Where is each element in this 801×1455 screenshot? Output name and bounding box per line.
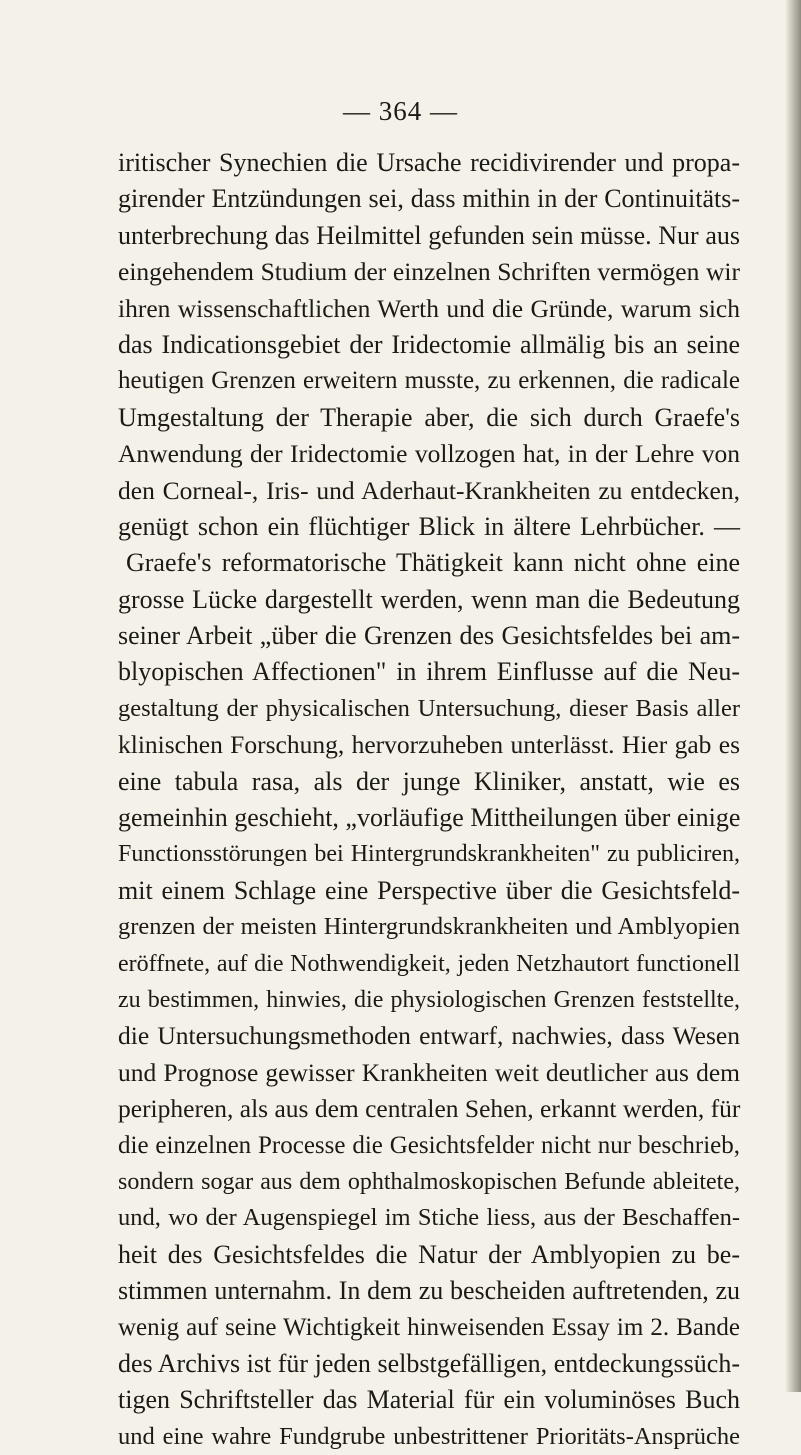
text-line: grosse Lücke dargestellt werden, wenn man die Bedeutung [118, 584, 740, 614]
text-line: wenig auf seine Wichtigkeit hinweisenden Essay im 2. Bande [118, 1313, 740, 1341]
text-line: zu bestimmen, hinwies, die physiologischen Grenzen feststellte, [118, 986, 740, 1013]
page-number-header: — 364 — [343, 96, 458, 126]
text-line: heutigen Grenzen erweitern musste, zu erkennen, die radicale [118, 367, 740, 395]
text-line: eine tabula rasa, als der junge Kliniker, anstatt, wie es [118, 766, 740, 796]
text-line: Umgestaltung der Therapie aber, die sich durch Graefe's [118, 402, 740, 432]
text-line: stimmen unternahm. In dem zu bescheiden auftretenden, zu [118, 1276, 740, 1306]
text-line: Graefe's reformatorische Thätigkeit kann nicht ohne eine [126, 548, 740, 578]
text-line: tigen Schriftsteller das Material für ein voluminöses Buch [118, 1385, 740, 1415]
text-line: die einzelnen Processe die Gesichtsfelder nicht nur beschrieb, [118, 1131, 740, 1159]
text-line: und eine wahre Fundgrube unbestrittener Prioritäts-Ansprüche [118, 1422, 740, 1450]
text-line: eingehendem Studium der einzelnen Schriften vermögen wir [118, 257, 740, 287]
text-line: seiner Arbeit „über die Grenzen des Gesichtsfeldes bei am- [118, 621, 740, 651]
text-line: ihren wissenschaftlichen Werth und die Gründe, warum sich [118, 293, 740, 323]
text-line: sondern sogar aus dem ophthalmoskopischen Befunde ableitete, [118, 1168, 740, 1195]
page-body-text [118, 145, 740, 1455]
text-line: gestaltung der physicalischen Untersuchung, dieser Basis aller [118, 694, 740, 722]
text-line: eröffnete, auf die Nothwendigkeit, jeden Netzhautort functionell [118, 950, 740, 977]
text-line: klinischen Forschung, hervorzuheben unterlässt. Hier gab es [118, 730, 740, 760]
text-line: girender Entzündungen sei, dass mithin in der Continuitäts- [118, 184, 740, 214]
text-line: die Untersuchungsmethoden entwarf, nachwies, dass Wesen [118, 1021, 740, 1051]
text-line: den Corneal-, Iris- und Aderhaut-Krankheiten zu entdecken, [118, 475, 740, 505]
text-line: blyopischen Affectionen" in ihrem Einflusse auf die Neu- [118, 657, 740, 687]
text-line: peripheren, als aus dem centralen Sehen, erkannt werden, für [118, 1094, 741, 1124]
text-line: gemeinhin geschieht, „vorläufige Mittheilungen über einige [118, 803, 741, 833]
text-line: heit des Gesichtsfeldes die Natur der Amblyopien zu be- [118, 1239, 740, 1269]
text-line: und, wo der Augenspiegel im Stiche liess, aus der Beschaffen- [118, 1204, 740, 1232]
text-line: des Archivs ist für jeden selbstgefälligen, entdeckungssüch- [118, 1348, 740, 1378]
text-line: unterbrechung das Heilmittel gefunden sein müsse. Nur aus [118, 220, 740, 250]
text-line: genügt schon ein flüchtiger Blick in ältere Lehrbücher. — [118, 511, 740, 541]
text-line: und Prognose gewisser Krankheiten weit deutlicher aus dem [118, 1057, 740, 1087]
text-line: Functionsstörungen bei Hintergrundskrankheiten" zu publiciren, [118, 841, 740, 868]
page-edge-shadow [785, 0, 801, 1392]
text-line: mit einem Schlage eine Perspective über die Gesichtsfeld- [118, 875, 740, 905]
text-line: Anwendung der Iridectomie vollzogen hat, in der Lehre von [118, 439, 740, 469]
text-line: grenzen der meisten Hintergrundskrankheiten und Amblyopien [118, 913, 740, 941]
text-line: das Indicationsgebiet der Iridectomie allmälig bis an seine [118, 329, 740, 359]
text-line: iritischer Synechien die Ursache recidivirender und propa- [118, 148, 740, 177]
